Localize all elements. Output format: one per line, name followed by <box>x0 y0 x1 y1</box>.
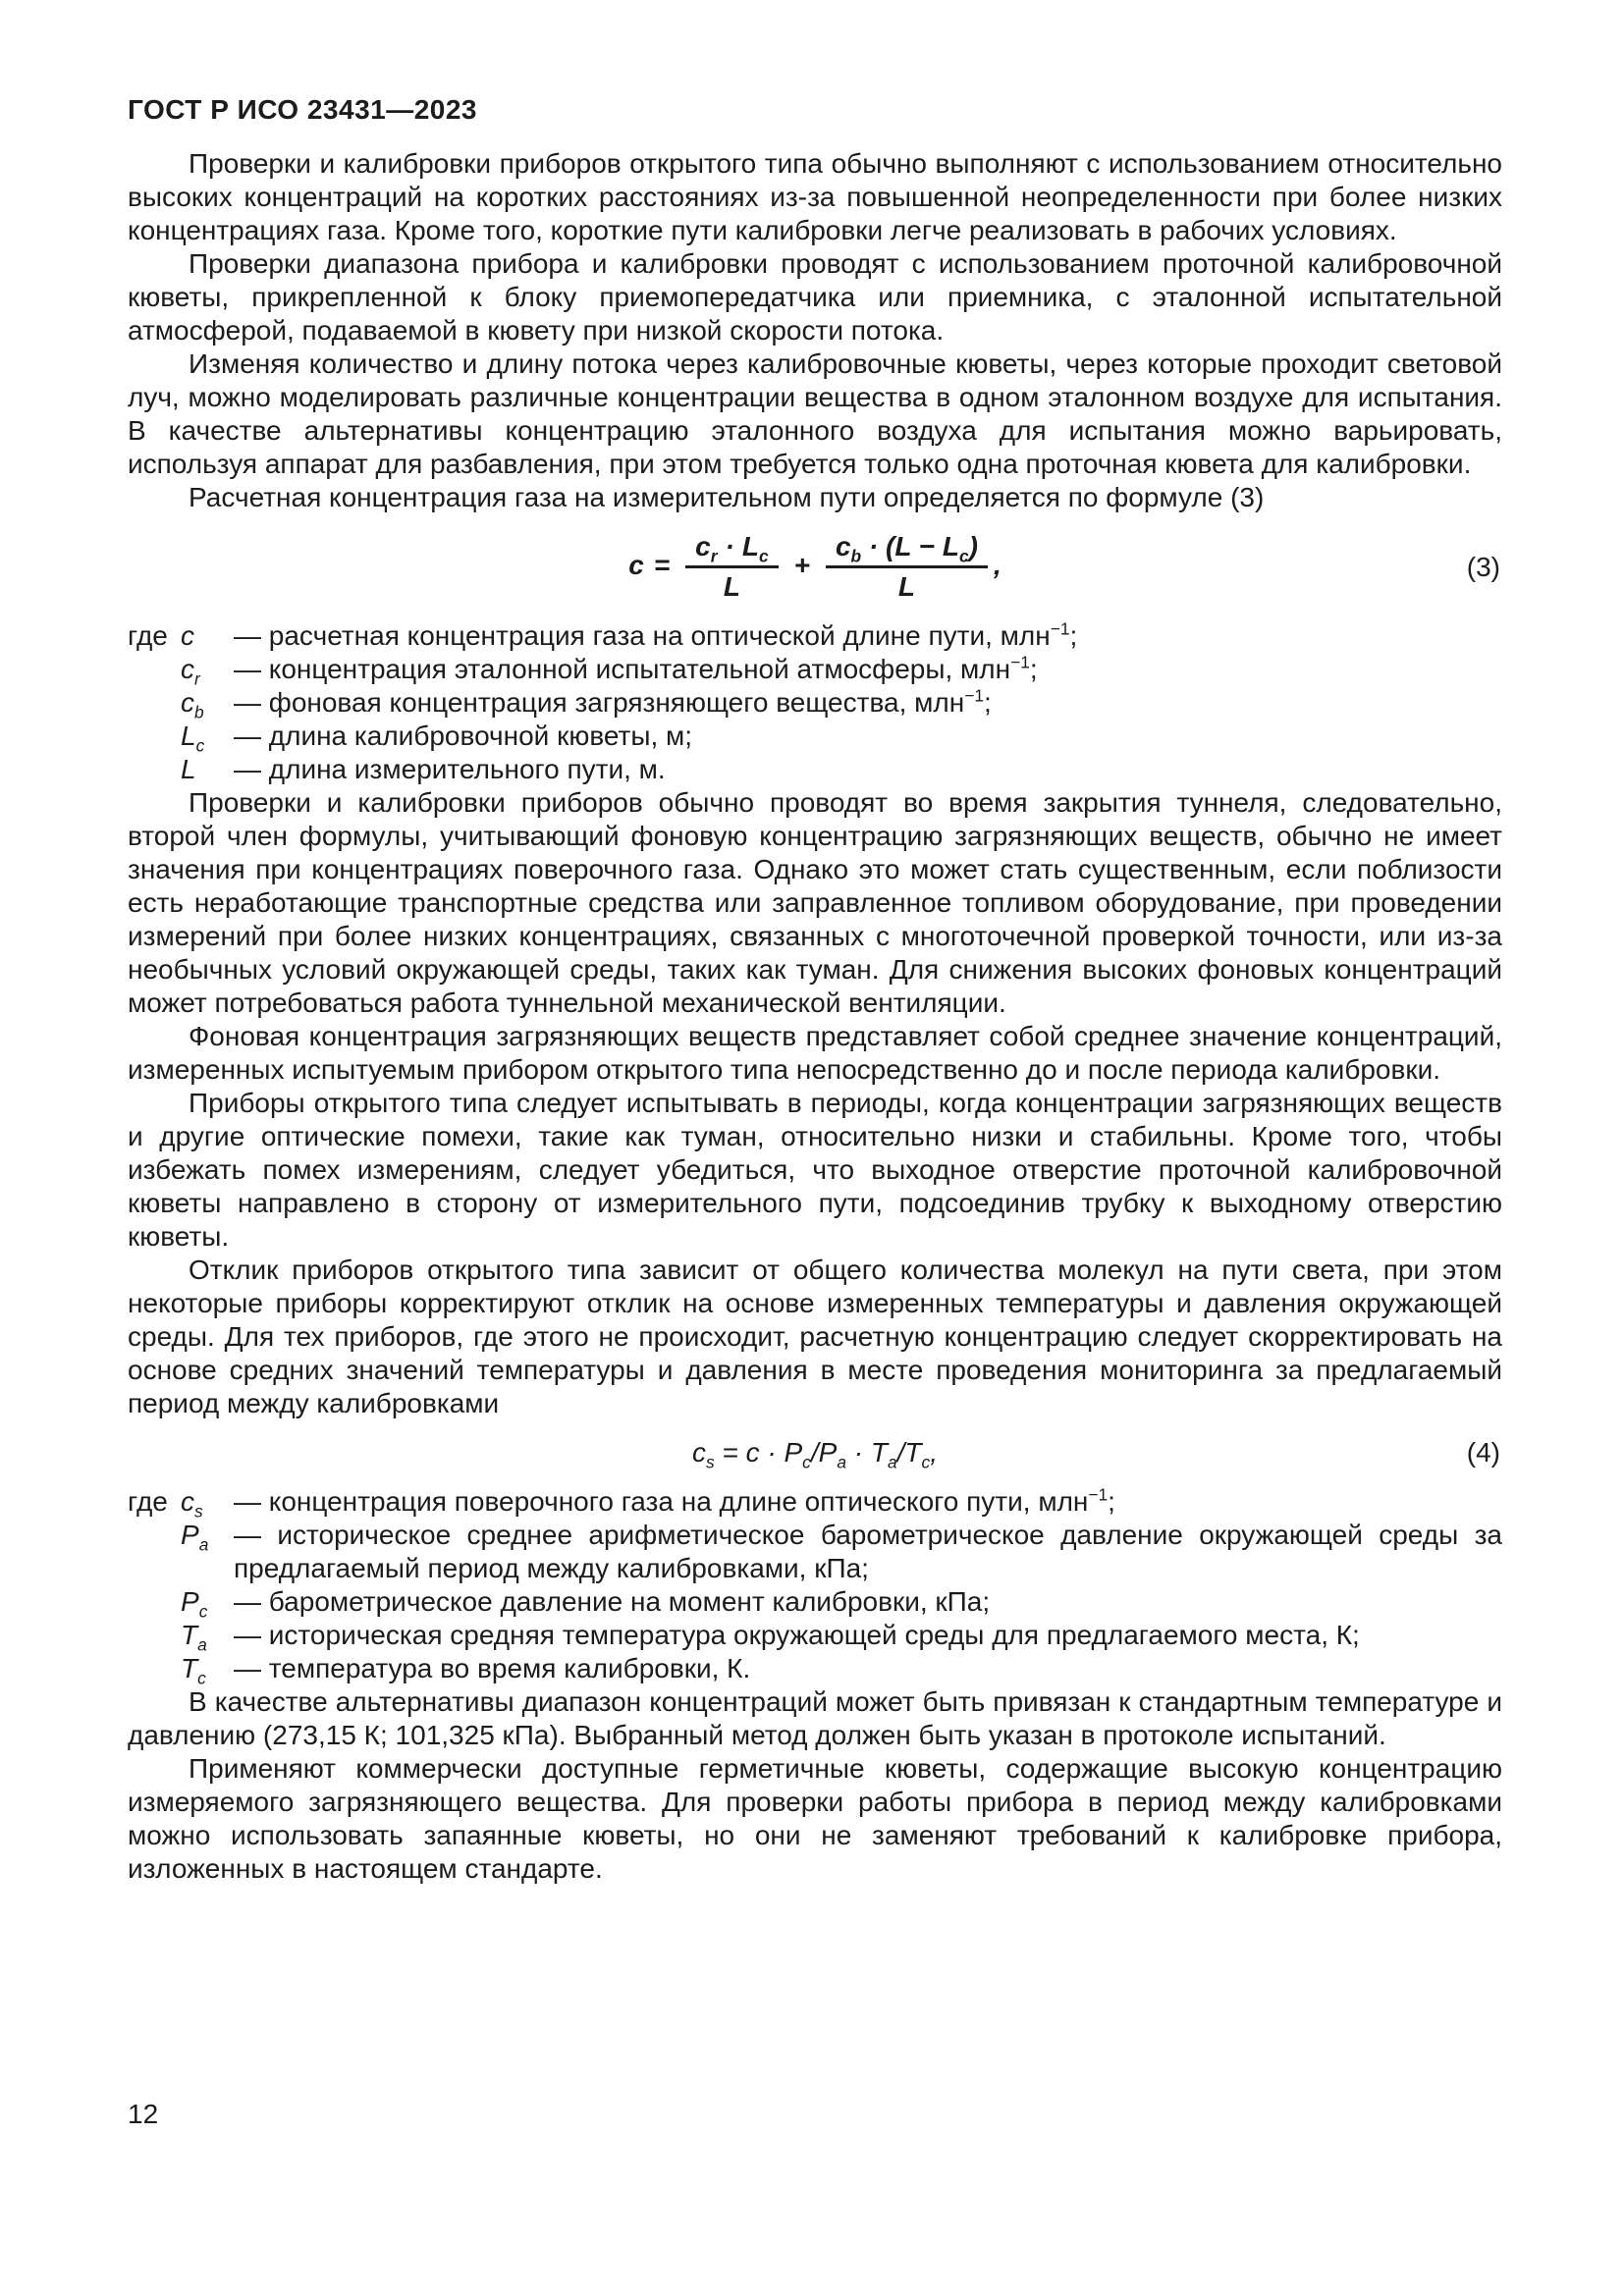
definition-lead <box>128 753 181 786</box>
definition-lead <box>128 686 181 720</box>
definition-term: $P_a$ <box>181 1520 209 1555</box>
definition-row <box>128 1652 1502 1688</box>
equation-number-4: (4) <box>1466 1437 1500 1468</box>
paragraph-5: Проверки и калибровки приборов обычно проводят во время закрытия туннеля, следовательно, второй член формулы, учитывающий фоновую концентрацию загрязняющих веществ, обычно не имеет значения при концентрациях поверочного газа. Однако это может стать существенным, если поблизости есть неработающие транспортные средства или заправленное топливом оборудование, при проведении измерений при более низких концентрациях, связанных с многоточечной проверкой точности, или из-за необычных условий окружающей среды, таких как туман. Для снижения высоких фоновых концентраций может потребоваться работа туннельной механической вентиляции. <box>128 787 1502 1018</box>
definition-term: $T_c$ <box>181 1653 206 1688</box>
definition-lead <box>128 1519 181 1585</box>
definition-lead: где <box>128 1486 168 1517</box>
definition-description: — концентрация поверочного газа на длине оптического пути, млн$^{-1}$; <box>234 1484 1115 1517</box>
definition-term: $c_b$ <box>181 687 204 722</box>
definition-description: — историческое среднее арифметическое барометрическое давление окружающей среды за предлагаемый период между калибровками, кПа; <box>234 1520 1502 1583</box>
fraction-numerator: $c_b \cdot (L - L_c)$ <box>826 530 988 568</box>
definition-term: c <box>181 620 194 651</box>
definition-description: — температура во время калибровки, К. <box>234 1653 751 1683</box>
paragraph-3: Изменяя количество и длину потока через калибровочные кюветы, через которые проходит световой луч, можно моделировать различные концентрации вещества в одном эталонном воздухе для испытания. В качестве альтернативы концентрацию эталонного воздуха для испытания можно варьировать, используя аппарат для разбавления, при этом требуется только одна проточная кювета для калибровки. <box>128 348 1502 479</box>
definition-row <box>128 652 1502 689</box>
definition-term: $T_a$ <box>181 1620 207 1655</box>
formula-3 <box>128 530 1502 604</box>
plus-sign: + <box>793 549 810 580</box>
definition-description: — расчетная концентрация газа на оптической длине пути, млн$^{-1}$; <box>234 618 1078 651</box>
definition-term: $c_s$ <box>181 1486 203 1522</box>
definition-lead <box>128 1585 181 1619</box>
definition-row <box>128 686 1502 720</box>
formula-3-fraction-2 <box>826 530 988 604</box>
document-header: ГОСТ Р ИСО 23431—2023 <box>128 94 478 125</box>
formula-3-lhs: c <box>628 549 644 580</box>
fraction-numerator: $c_r \cdot L_c$ <box>685 530 778 568</box>
definition-description: — длина измерительного пути, м. <box>234 754 666 784</box>
definition-term: $c_r$ <box>181 654 200 689</box>
fraction-denominator: L <box>897 571 916 602</box>
definition-term: $P_c$ <box>181 1586 208 1622</box>
equals-sign: = <box>653 549 671 580</box>
fraction-denominator: L <box>723 571 740 602</box>
definition-description: — фоновая концентрация загрязняющего вещества, млн$^{-1}$; <box>234 685 992 718</box>
equation-number-3: (3) <box>1466 551 1500 582</box>
definition-row <box>128 720 1502 756</box>
paragraph-4: Расчетная концентрация газа на измерительном пути определяется по формуле (3) <box>189 482 1265 512</box>
definition-term: L <box>181 754 196 784</box>
definition-row <box>128 1585 1502 1622</box>
formula-3-fraction-1 <box>685 530 778 604</box>
definition-row <box>128 753 1502 786</box>
paragraph-9: В качестве альтернативы диапазон концентраций может быть привязан к стандартным температуре и давлению (273,15 К; 101,325 кПа). Выбранный метод должен быть указан в протоколе испытаний. <box>128 1686 1502 1750</box>
definition-description: — историческая средняя температура окружающей среды для предлагаемого места, К; <box>234 1620 1360 1650</box>
definition-row <box>128 1519 1502 1585</box>
paragraph-1: Проверки и калибровки приборов открытого типа обычно выполняют с использованием относительно высоких концентраций на коротких расстояниях из-за повышенной неопределенности при более низких концентрациях газа. Кроме того, короткие пути калибровки легче реализовать в рабочих условиях. <box>128 148 1502 245</box>
paragraph-6: Фоновая концентрация загрязняющих веществ представляет собой среднее значение концентраций, измеренных испытуемым прибором открытого типа непосредственно до и после периода калибровки. <box>128 1021 1502 1085</box>
definition-lead <box>128 1652 181 1685</box>
paragraph-2: Проверки диапазона прибора и калибровки проводят с использованием проточной калибровочной кюветы, прикрепленной к блоку приемопередатчика или приемника, с эталонной испытательной атмосферой, подаваемой в кювету при низкой скорости потока. <box>128 248 1502 346</box>
definition-lead <box>128 653 181 686</box>
definition-description: — длина калибровочной кюветы, м; <box>234 721 693 751</box>
definition-description: — барометрическое давление на момент калибровки, кПа; <box>234 1586 991 1617</box>
paragraph-10: Применяют коммерчески доступные герметичные кюветы, содержащие высокую концентрацию измеряемого загрязняющего вещества. Для проверки работы прибора в период между калибровками можно использовать запаянные кюветы, но они не заменяют требований к калибровке прибора, изложенных в настоящем стандарте. <box>128 1753 1502 1884</box>
multiplication-dot: · <box>725 531 734 561</box>
paragraph-8: Отклик приборов открытого типа зависит от общего количества молекул на пути света, при этом некоторые приборы корректируют отклик на основе измеренных температуры и давления окружающей среды. Для тех приборов, где этого не происходит, расчетную концентрацию следует скорректировать на основе средних значений температуры и давления в месте проведения мониторинга за предлагаемый период между калибровками <box>128 1255 1502 1418</box>
page-number: 12 <box>128 2099 159 2129</box>
definition-row <box>128 619 1502 653</box>
formula-4 <box>128 1436 1502 1472</box>
definition-description: — концентрация эталонной испытательной атмосферы, млн$^{-1}$; <box>234 652 1038 684</box>
formula-3-expression: c = $\frac{c_r \cdot L_c}{L}$ + $\frac{c_b \cdot (L - L_c)}{L}$ , <box>628 531 1001 602</box>
definition-lead <box>128 1619 181 1652</box>
definitions-formula-3 <box>128 619 1502 786</box>
definitions-formula-4 <box>128 1484 1502 1688</box>
definition-lead: где <box>128 620 168 651</box>
definition-term: $L_c$ <box>181 721 205 756</box>
definition-row <box>128 1484 1502 1522</box>
formula-4-expression: $c_s = c \cdot P_c/P_a \cdot T_a/T_c$, <box>692 1437 938 1472</box>
definition-lead <box>128 720 181 753</box>
paragraph-7: Приборы открытого типа следует испытывать в периоды, когда концентрации загрязняющих веществ и другие оптические помехи, такие как туман, относительно низки и стабильны. Кроме того, чтобы избежать помех измерениям, следует убедиться, что выходное отверстие проточной калибровочной кюветы направлено в сторону от измерительного пути, подсоединив трубку к выходному отверстию кюветы. <box>128 1088 1502 1252</box>
document-body <box>128 147 1502 1886</box>
definition-row <box>128 1619 1502 1655</box>
